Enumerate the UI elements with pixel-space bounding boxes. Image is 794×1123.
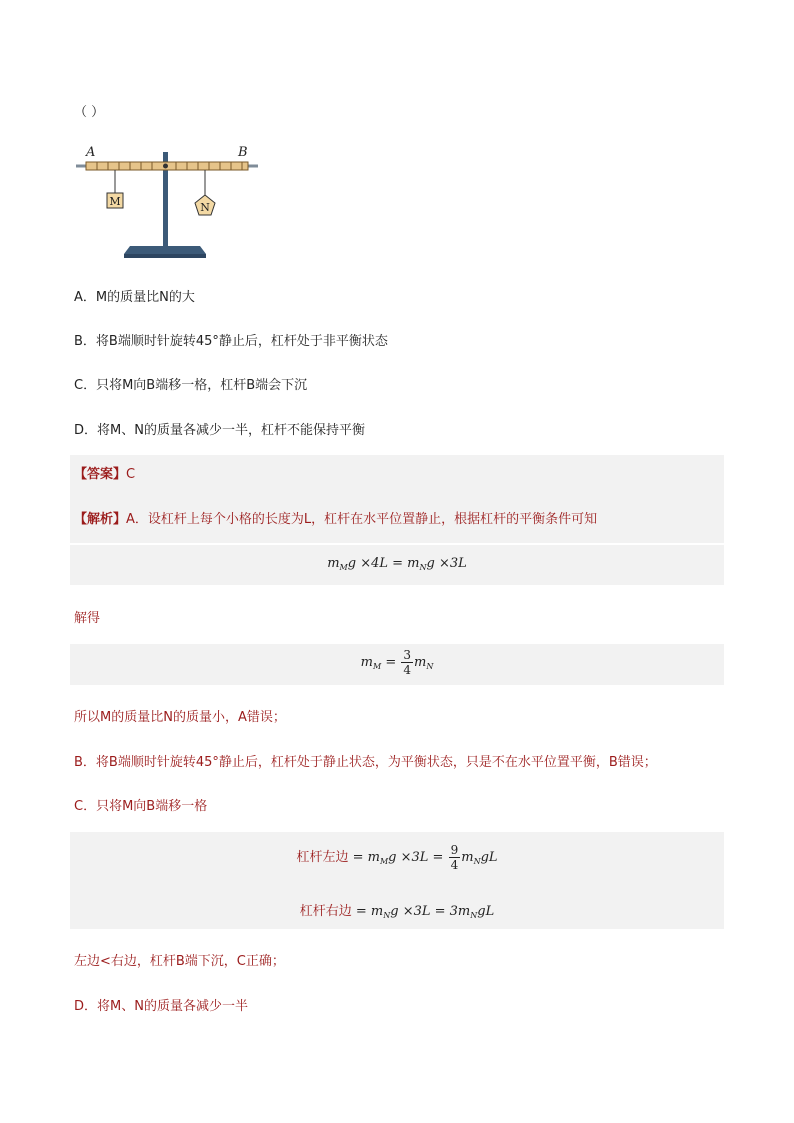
- label-a: A: [86, 145, 96, 160]
- option-b: B．将B端顺时针旋转45°静止后，杠杆处于非平衡状态: [74, 334, 388, 349]
- label-b: B: [238, 145, 248, 160]
- fraction-9-4: $\frac{9}{4}$: [450, 843, 459, 872]
- answer-value: C: [126, 467, 136, 482]
- equation-2: $m_M$ = $\frac{3}{4}$ $m_N$: [360, 648, 434, 677]
- analysis-line: [74, 508, 597, 527]
- conclusion-a: 所以M的质量比N的质量小，A错误；: [74, 710, 286, 725]
- answer-tag: 【答案】: [74, 467, 127, 482]
- weight-n-label: N: [200, 201, 210, 214]
- answer-line: [74, 463, 135, 482]
- answer-panel: [70, 455, 724, 543]
- answer-blank: （ ）: [74, 105, 105, 120]
- analysis-intro: A．设杠杆上每个小格的长度为L，杠杆在水平位置静止，根据杠杆的平衡条件可知: [126, 512, 598, 527]
- equation-1: $m_Mg \times 4L = m_Ng \times 3L$: [327, 556, 467, 572]
- equation-4: 杠杆右边 = $m_Ng \times 3L = 3m_NgL$: [299, 904, 495, 920]
- pivot: [163, 164, 168, 169]
- fraction-3-4: $\frac{3}{4}$: [403, 648, 411, 677]
- option-a: A．M的质量比N的大: [74, 290, 195, 305]
- solve-label: 解得: [74, 611, 101, 626]
- analysis-c: C．只将M向B端移一格: [74, 799, 208, 814]
- weight-m-label: M: [109, 195, 121, 208]
- equation-3: 杠杆左边 = $m_Mg \times 3L$ = $\frac{9}{4}$ $m_NgL$: [296, 843, 498, 872]
- lever-figure: [72, 140, 272, 262]
- analysis-b: B．将B端顺时针旋转45°静止后，杠杆处于静止状态，为平衡状态，只是不在水平位置平衡，B错误；: [74, 755, 657, 770]
- option-c: C．只将M向B端移一格，杠杆B端会下沉: [74, 378, 308, 393]
- analysis-d: D．将M、N的质量各减少一半: [74, 999, 248, 1014]
- analysis-tag: 【解析】: [74, 512, 127, 527]
- conclusion-c: 左边<右边，杠杆B端下沉，C正确；: [74, 954, 285, 969]
- stand-base: [124, 246, 206, 254]
- stand-base-bottom: [124, 254, 206, 258]
- option-d: D．将M、N的质量各减少一半，杠杆不能保持平衡: [74, 423, 365, 438]
